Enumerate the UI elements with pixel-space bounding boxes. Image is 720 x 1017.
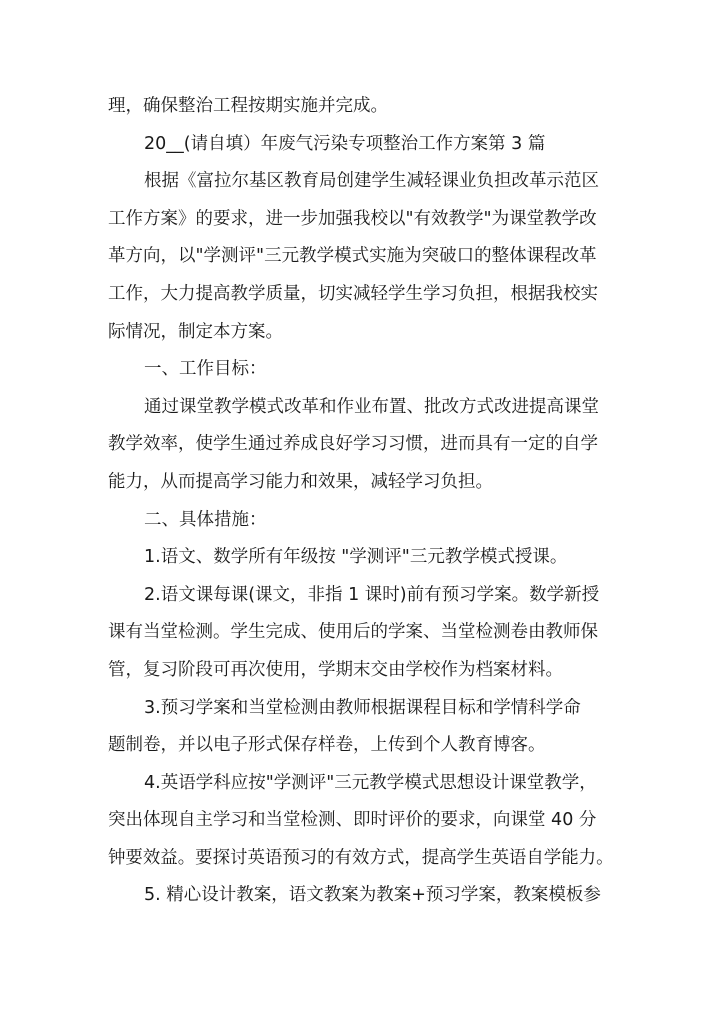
text-line: 教学效率，使学生通过养成良好学习习惯，进而具有一定的自学 (108, 434, 598, 455)
text-line: 突出体现自主学习和当堂检测、即时评价的要求，向课堂 40 分 (108, 810, 597, 831)
text-line: 20__(请自填）年废气污染专项整治工作方案第 3 篇 (144, 133, 546, 154)
text-line: 题制卷，并以电子形式保存样卷，上传到个人教育博客。 (108, 735, 546, 756)
text-line: 能力，从而提高学习能力和效果，减轻学习负担。 (108, 471, 493, 492)
text-line: 4.英语学科应按"学测评"三元教学模式思想设计课堂教学， (144, 772, 597, 793)
text-line: 工作方案》的要求，进一步加强我校以"有效教学"为课堂教学改 (108, 208, 597, 229)
text-line: 通过课堂教学模式改革和作业布置、批改方式改进提高课堂 (144, 396, 599, 417)
text-line: 一、工作目标： (144, 359, 267, 380)
text-line: 理，确保整治工程按期实施并完成。 (108, 96, 388, 116)
paragraph-text (108, 88, 614, 915)
text-line: 工作，大力提高教学质量，切实减轻学生学习负担，根据我校实 (108, 283, 598, 304)
text-line: 二、具体措施： (144, 509, 267, 530)
text-line: 3.预习学案和当堂检测由教师根据课程目标和学情科学命 (144, 697, 581, 718)
text-line: 际情况，制定本方案。 (108, 321, 283, 342)
text-line: 5. 精心设计教案，语文教案为教案+预习学案，教案模板参 (144, 885, 601, 906)
text-line: 2.语文课每课(课文，非指 1 课时)前有预习学案。数学新授 (144, 584, 600, 605)
text-line: 课有当堂检测。学生完成、使用后的学案、当堂检测卷由教师保 (108, 622, 598, 643)
document-body (108, 88, 614, 915)
text-line: 钟要效益。要探讨英语预习的有效方式，提高学生英语自学能力。 (108, 847, 614, 868)
text-line: 根据《富拉尔基区教育局创建学生减轻课业负担改革示范区 (144, 171, 599, 192)
text-line: 革方向，以"学测评"三元教学模式实施为突破口的整体课程改革 (108, 246, 597, 267)
text-line: 管，复习阶段可再次使用，学期末交由学校作为档案材料。 (108, 659, 563, 680)
text-line: 1.语文、数学所有年级按 "学测评"三元教学模式授课。 (144, 547, 568, 568)
